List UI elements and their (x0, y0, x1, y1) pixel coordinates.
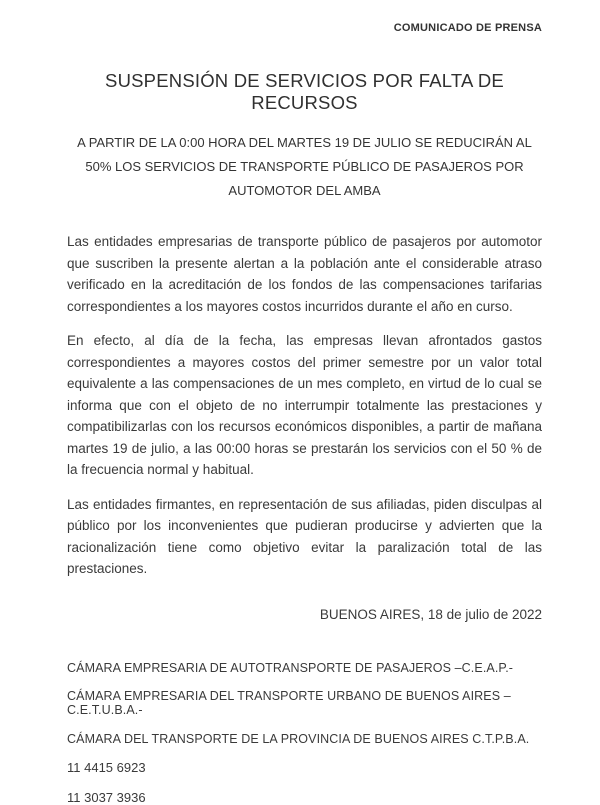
document-title: SUSPENSIÓN DE SERVICIOS POR FALTA DE RECURSOS (105, 70, 504, 113)
phone-number-2: 11 3037 3936 (67, 789, 146, 805)
document-subtitle: A PARTIR DE LA 0:00 HORA DEL MARTES 19 DE JULIO SE REDUCIRÁN AL 50% LOS SERVICIOS DE TRANSPORTE PÚBLICO DE PASAJEROS POR AUTOMOTOR DEL AMBA (77, 135, 532, 198)
paragraph-1: Las entidades empresarias de transporte público de pasajeros por automotor que suscriben la presente alertan a la población ante el considerable atraso verificado en la acreditación de los fondos de las compensaciones tarifarias correspondientes a los mayores costos incurridos durante el año en curso. (67, 234, 542, 314)
signatory-list (67, 661, 542, 805)
phone-number-1: 11 4415 6923 (67, 760, 146, 775)
paragraph-3: Las entidades firmantes, en representación de sus afiliadas, piden disculpas al público por los inconvenientes que pudieran producirse y advierten que la racionalización tiene como objetivo evitar la paralización total de las prestaciones. (67, 496, 542, 576)
dateline: BUENOS AIRES, 18 de julio de 2022 (319, 606, 542, 622)
signatory-ceap: CÁMARA EMPRESARIA DE AUTOTRANSPORTE DE PASAJEROS –C.E.A.P.- (67, 660, 514, 675)
signatory-cetuba: CÁMARA EMPRESARIA DEL TRANSPORTE URBANO DE BUENOS AIRES –C.E.T.U.B.A.- (67, 689, 511, 717)
signatory-ctpba: CÁMARA DEL TRANSPORTE DE LA PROVINCIA DE BUENOS AIRES C.T.P.B.A. (67, 731, 530, 746)
paragraph-2: En efecto, al día de la fecha, las empresas llevan afrontados gastos correspondientes a mayores costos del primer semestre por un valor total equivalente a las compensaciones de un mes completo, en virtud de lo cual se informa que con el objeto de no interrumpir totalmente las prestaciones y compatibilizarlas con los recursos económicos disponibles, a partir de mañana martes 19 de julio, a las 00:00 horas se prestarán los servicios con el 50 % de la frecuencia normal y habitual. (67, 333, 542, 477)
document-kicker: COMUNICADO DE PRENSA (393, 22, 542, 34)
